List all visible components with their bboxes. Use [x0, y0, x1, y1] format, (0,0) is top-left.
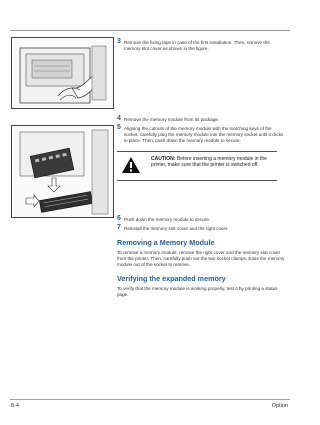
verifying-memory-heading: Verifying the expanded memory — [117, 274, 226, 283]
step-3 — [117, 40, 285, 52]
caution-text — [151, 156, 277, 169]
step-6 — [117, 217, 285, 223]
step-5 — [117, 126, 285, 144]
step-text: Reinstall the memory slot cover and the right cover. — [124, 226, 229, 231]
step-text: Push down the memory module to secure. — [124, 217, 211, 222]
page-number: 8-4 — [11, 403, 19, 409]
step-number: 4 — [117, 115, 121, 122]
verifying-memory-text: To verify that the memory module is working properly, test it by printing a status page. — [117, 286, 278, 298]
removing-memory-text: To remove a memory module, remove the right cover and the memory slot cover from the printer. Then, carefully push out the two socket clamps. Ease the memory module out of the socket to remove. — [117, 250, 285, 268]
step-7 — [117, 226, 285, 232]
memory-module-illustration — [12, 126, 113, 217]
step-number: 7 — [117, 224, 121, 231]
caution-message: Before inserting a memory module in the printer, make sure that the printer is switched off. — [151, 156, 267, 169]
section-name: Option — [271, 403, 288, 409]
step-number: 3 — [117, 38, 121, 45]
warning-icon — [121, 156, 141, 174]
step-number: 6 — [117, 215, 121, 222]
slot-cover-illustration — [12, 38, 113, 108]
figure-insert-memory-module — [11, 125, 114, 218]
footer-rule — [10, 399, 290, 400]
figure-memory-slot-cover — [11, 37, 114, 109]
step-number: 5 — [117, 124, 121, 131]
removing-memory-heading: Removing a Memory Module — [117, 238, 215, 247]
top-rule — [10, 30, 290, 31]
step-text: Remove the memory module from its package. — [124, 117, 220, 122]
caution-label: CAUTION: — [151, 156, 176, 162]
step-4 — [117, 117, 285, 123]
step-text: Aligning the cutouts of the memory module with the matching keys of the socket, carefully plug the memory module into the memory socket until it clicks in place. Then, push down the memory module to secure. — [124, 126, 284, 144]
step-text: Remove the fixing tape in case of the first installation. Then, remove the memory slot cover as shown in the figure. — [124, 40, 270, 52]
caution-box — [117, 151, 277, 181]
